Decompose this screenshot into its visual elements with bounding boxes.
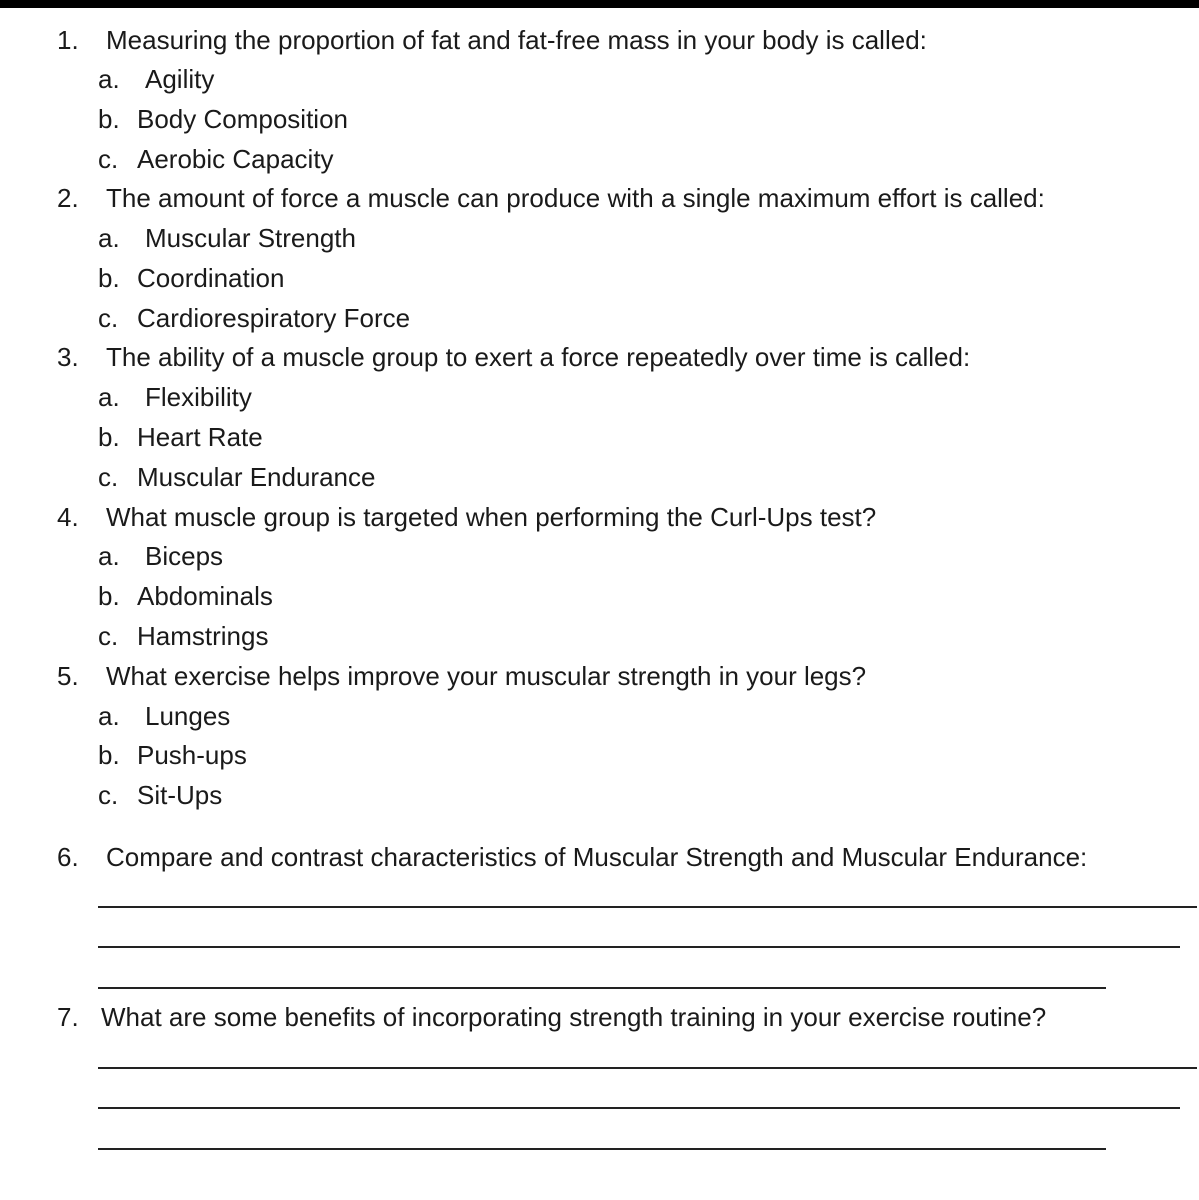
option-letter: a. xyxy=(98,382,120,412)
answer-line[interactable] xyxy=(98,906,1197,908)
question-number: 4. xyxy=(57,502,79,532)
question-text: Compare and contrast characteristics of Muscular Strength and Muscular Endurance: xyxy=(106,842,1088,872)
top-edge-bar xyxy=(0,0,1199,8)
question-number: 7. xyxy=(57,1002,79,1032)
option-text: Muscular Endurance xyxy=(137,462,376,492)
answer-line[interactable] xyxy=(98,1067,1197,1069)
option-text: Flexibility xyxy=(145,382,252,412)
option-text: Lunges xyxy=(145,701,231,731)
option-letter: b. xyxy=(98,263,120,293)
option-text: Aerobic Capacity xyxy=(137,144,334,174)
option-text: Hamstrings xyxy=(137,621,269,651)
option-text: Push-ups xyxy=(137,740,247,770)
option-letter: a. xyxy=(98,541,120,571)
option-letter: c. xyxy=(98,462,119,492)
question-text: What are some benefits of incorporating strength training in your exercise routine? xyxy=(101,1002,1047,1032)
option-text: Abdominals xyxy=(137,581,273,611)
question-text: The ability of a muscle group to exert a force repeatedly over time is called: xyxy=(106,342,971,372)
option-letter: b. xyxy=(98,581,120,611)
answer-line[interactable] xyxy=(98,946,1180,948)
answer-line[interactable] xyxy=(98,1107,1180,1109)
question-number: 1. xyxy=(57,25,79,55)
answer-line[interactable] xyxy=(98,987,1106,989)
option-letter: a. xyxy=(98,64,120,94)
question-text: Measuring the proportion of fat and fat-free mass in your body is called: xyxy=(106,25,927,55)
option-text: Coordination xyxy=(137,263,285,293)
option-text: Heart Rate xyxy=(137,422,263,452)
option-letter: c. xyxy=(98,780,119,810)
option-text: Agility xyxy=(145,64,215,94)
question-number: 3. xyxy=(57,342,79,372)
option-letter: b. xyxy=(98,104,120,134)
question-text: What muscle group is targeted when performing the Curl-Ups test? xyxy=(106,502,877,532)
option-text: Body Composition xyxy=(137,104,348,134)
option-text: Muscular Strength xyxy=(145,223,356,253)
option-text: Biceps xyxy=(145,541,224,571)
question-number: 5. xyxy=(57,661,79,691)
question-number: 2. xyxy=(57,183,79,213)
answer-line[interactable] xyxy=(98,1148,1106,1150)
option-letter: b. xyxy=(98,740,120,770)
option-letter: c. xyxy=(98,144,119,174)
option-text: Sit-Ups xyxy=(137,780,223,810)
question-number: 6. xyxy=(57,842,79,872)
option-letter: c. xyxy=(98,303,119,333)
question-text: The amount of force a muscle can produce with a single maximum effort is called: xyxy=(106,183,1045,213)
question-text: What exercise helps improve your muscular strength in your legs? xyxy=(106,661,867,691)
option-letter: a. xyxy=(98,701,120,731)
option-letter: c. xyxy=(98,621,119,651)
option-text: Cardiorespiratory Force xyxy=(137,303,411,333)
option-letter: a. xyxy=(98,223,120,253)
option-letter: b. xyxy=(98,422,120,452)
